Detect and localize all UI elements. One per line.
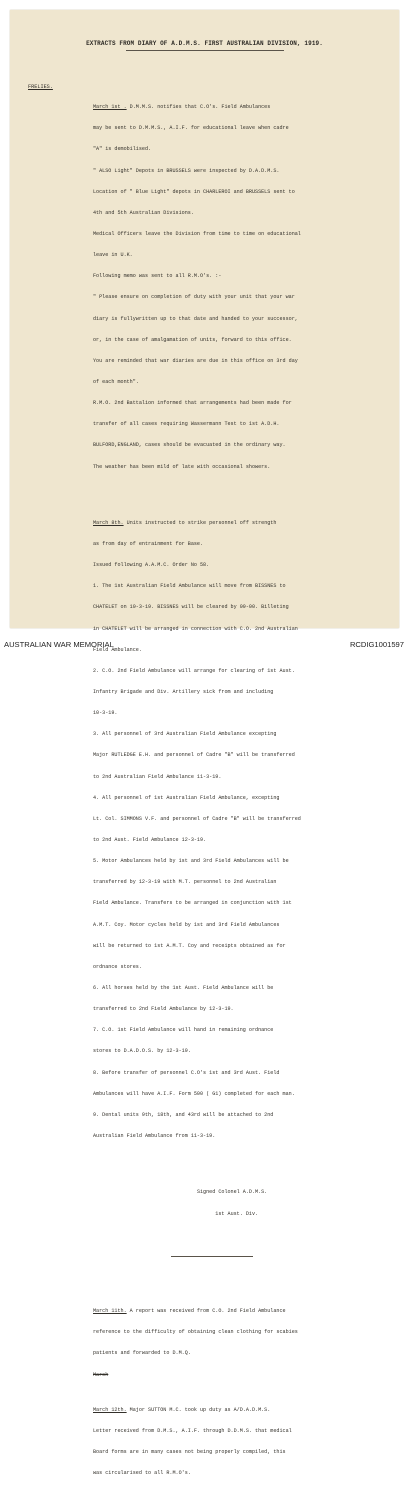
entry-line: Field Ambulance. Transfers to be arranged in conjunction with 1st bbox=[93, 900, 292, 907]
entry-line: 7. C.O. 1st Field Ambulance will hand in remaining ordnance bbox=[93, 1027, 274, 1034]
entry-line: " Please ensure on completion of duty with your unit that your war bbox=[93, 294, 295, 301]
signature-unit: 1st Aust. Div. bbox=[215, 1210, 259, 1217]
entry-line: was circularised to all R.M.O's. bbox=[93, 1470, 191, 1477]
margin-label: FRELIES. bbox=[28, 84, 53, 90]
entry-line: The weather has been mild of late with occasional showers. bbox=[93, 463, 271, 470]
entry-line: " ALSO Light" Depots in BRUSSELS were inspected by D.A.D.M.S. bbox=[93, 167, 280, 174]
archive-name: AUSTRALIAN WAR MEMORIAL bbox=[4, 640, 114, 649]
entry-line: 4. All personnel of 1st Australian Field Ambulance, excepting bbox=[93, 794, 280, 801]
entry-line: as from day of entrainment for Base. bbox=[93, 541, 204, 548]
entry-line: to 2nd Australian Field Ambulance 11-3-19. bbox=[93, 773, 222, 780]
entry-line: March 1st . D.M.M.S. notifies that C.O's. Field Ambulances bbox=[93, 104, 271, 111]
diary-body bbox=[93, 83, 385, 1491]
entry-line: March 8th. Units instructed to strike personnel off strength bbox=[93, 519, 277, 526]
entry-date: March 12th. bbox=[93, 1406, 127, 1413]
title-underline bbox=[126, 50, 284, 51]
entry-line: "A" is demobilised. bbox=[93, 146, 152, 153]
entry-line: You are reminded that war diaries are due in this office on 3rd day bbox=[93, 357, 298, 364]
entry-line: R.M.O. 2nd Battalion informed that arrangements had been made for bbox=[93, 400, 292, 407]
section-divider bbox=[93, 1253, 385, 1259]
entry-line: March 11th. A report was received from C.O. 2nd Field Ambulance bbox=[93, 1308, 286, 1315]
entry-line: Infantry Brigade and Div. Artillery sick from and including bbox=[93, 689, 274, 696]
entry-line: 10-3-19. bbox=[93, 710, 118, 717]
entry-date: March 8th. bbox=[93, 519, 124, 526]
entry-line: March 12th. Major SUTTON M.C. took up duty as A/D.A.D.M.S. bbox=[93, 1406, 271, 1413]
entry-line: transferred to 2nd Field Ambulance by 12-3-19. bbox=[93, 1006, 234, 1013]
entry-line: transferred by 12-3-19 with M.T. personnel to 2nd Australian bbox=[93, 879, 277, 886]
struck-text: March bbox=[93, 1371, 109, 1378]
entry-line: patients and forwarded to D.M.Q. bbox=[93, 1350, 191, 1357]
entry-line: of each month". bbox=[93, 378, 139, 385]
archive-id: RCDIG1001597 bbox=[349, 640, 404, 649]
page-title: EXTRACTS FROM DIARY OF A.D.M.S. FIRST AUSTRALIAN DIVISION, 1919. bbox=[86, 40, 323, 47]
entry-line: Australian Field Ambulance from 11-3-19. bbox=[93, 1132, 216, 1139]
entry-line: 5. Motor Ambulances held by 1st and 3rd Field Ambulances will be bbox=[93, 858, 289, 865]
entry-line: transfer of all cases requiring Wassermann Test to 1st A.D.H. bbox=[93, 421, 280, 428]
entry-line: Medical Officers leave the Division from time to time on educational bbox=[93, 230, 301, 237]
entry-line: 4th and 5th Australian Divisions. bbox=[93, 209, 194, 216]
entry-line: Board forms are in many cases not being properly compiled, this bbox=[93, 1449, 286, 1456]
entry-line: BULFORD,ENGLAND, cases should be evacuated in the ordinary way. bbox=[93, 442, 286, 449]
entry-line: may be sent to D.M.M.S., A.I.F. for educational leave when cadre bbox=[93, 125, 289, 132]
entry-line: Location of " Blue Light" depots in CHARLEROI and BRUSSELS sent to bbox=[93, 188, 295, 195]
entry-line: or, in the case of amalgamation of units, forward to this office. bbox=[93, 336, 292, 343]
entry-line: in CHATELET will be arranged in connection with C.O. 2nd Australian bbox=[93, 625, 298, 632]
entry-date: March 11th. bbox=[93, 1308, 127, 1315]
entry-line: Issued following A.A.M.C. Order No 58. bbox=[93, 562, 210, 569]
entry-line: 3. All personnel of 3rd Australian Field Ambulance excepting bbox=[93, 731, 277, 738]
entry-line: stores to D.A.D.O.S. by 12-3-19. bbox=[93, 1048, 191, 1055]
entry-line: ordnance stores. bbox=[93, 963, 142, 970]
entry-line: to 2nd Aust. Field Ambulance 12-3-19. bbox=[93, 837, 207, 844]
entry-line: Letter received from D.M.S., A.I.F. through D.D.M.S. that medical bbox=[93, 1427, 292, 1434]
entry-line: will be returned to 1st A.M.T. Coy and receipts obtained as for bbox=[93, 942, 286, 949]
entry-line: Field Ambulance. bbox=[93, 646, 142, 653]
archive-footer bbox=[0, 640, 410, 654]
entry-line: CHATELET on 10-3-19. BISSNES will be cleared by 09-00. Billeting bbox=[93, 604, 289, 611]
entry-line: 9. Dental units 9th, 18th, and 43rd will be attached to 2nd bbox=[93, 1111, 274, 1118]
entry-line: Lt. Col. SIMMONS V.F. and personnel of Cadre "B" will be transferred bbox=[93, 815, 301, 822]
entry-date: March 1st . bbox=[93, 104, 127, 111]
signature-line: Signed Colonel A.D.M.S. bbox=[196, 1189, 268, 1196]
entry-line: 8. Before transfer of personnel C.O's 1st and 3rd Aust. Field bbox=[93, 1069, 280, 1076]
entry-line: Following memo was sent to all R.M.O's. :- bbox=[93, 273, 222, 280]
entry-line: reference to the difficulty of obtaining clean clothing for scabies bbox=[93, 1329, 298, 1336]
entry-line: diary is fullywritten up to that date and handed to your successor, bbox=[93, 315, 298, 322]
entry-line: Major RUTLEDGE E.H. and personnel of Cadre "B" will be transferred bbox=[93, 752, 295, 759]
entry-line: Ambulances will have A.I.F. Form 500 ( G1) completed for each man. bbox=[93, 1090, 295, 1097]
entry-line: leave in U.K. bbox=[93, 252, 133, 259]
entry-line: 1. The 1st Australian Field Ambulance will move from BISSNES to bbox=[93, 583, 286, 590]
entry-line: 6. All horses held by the 1st Aust. Field Ambulance will be bbox=[93, 985, 274, 991]
entry-line: 2. C.O. 2nd Field Ambulance will arrange for clearing of 1st Aust. bbox=[93, 667, 295, 674]
entry-line: A.M.T. Coy. Motor cycles held by 1st and 3rd Field Ambulances bbox=[93, 921, 280, 928]
